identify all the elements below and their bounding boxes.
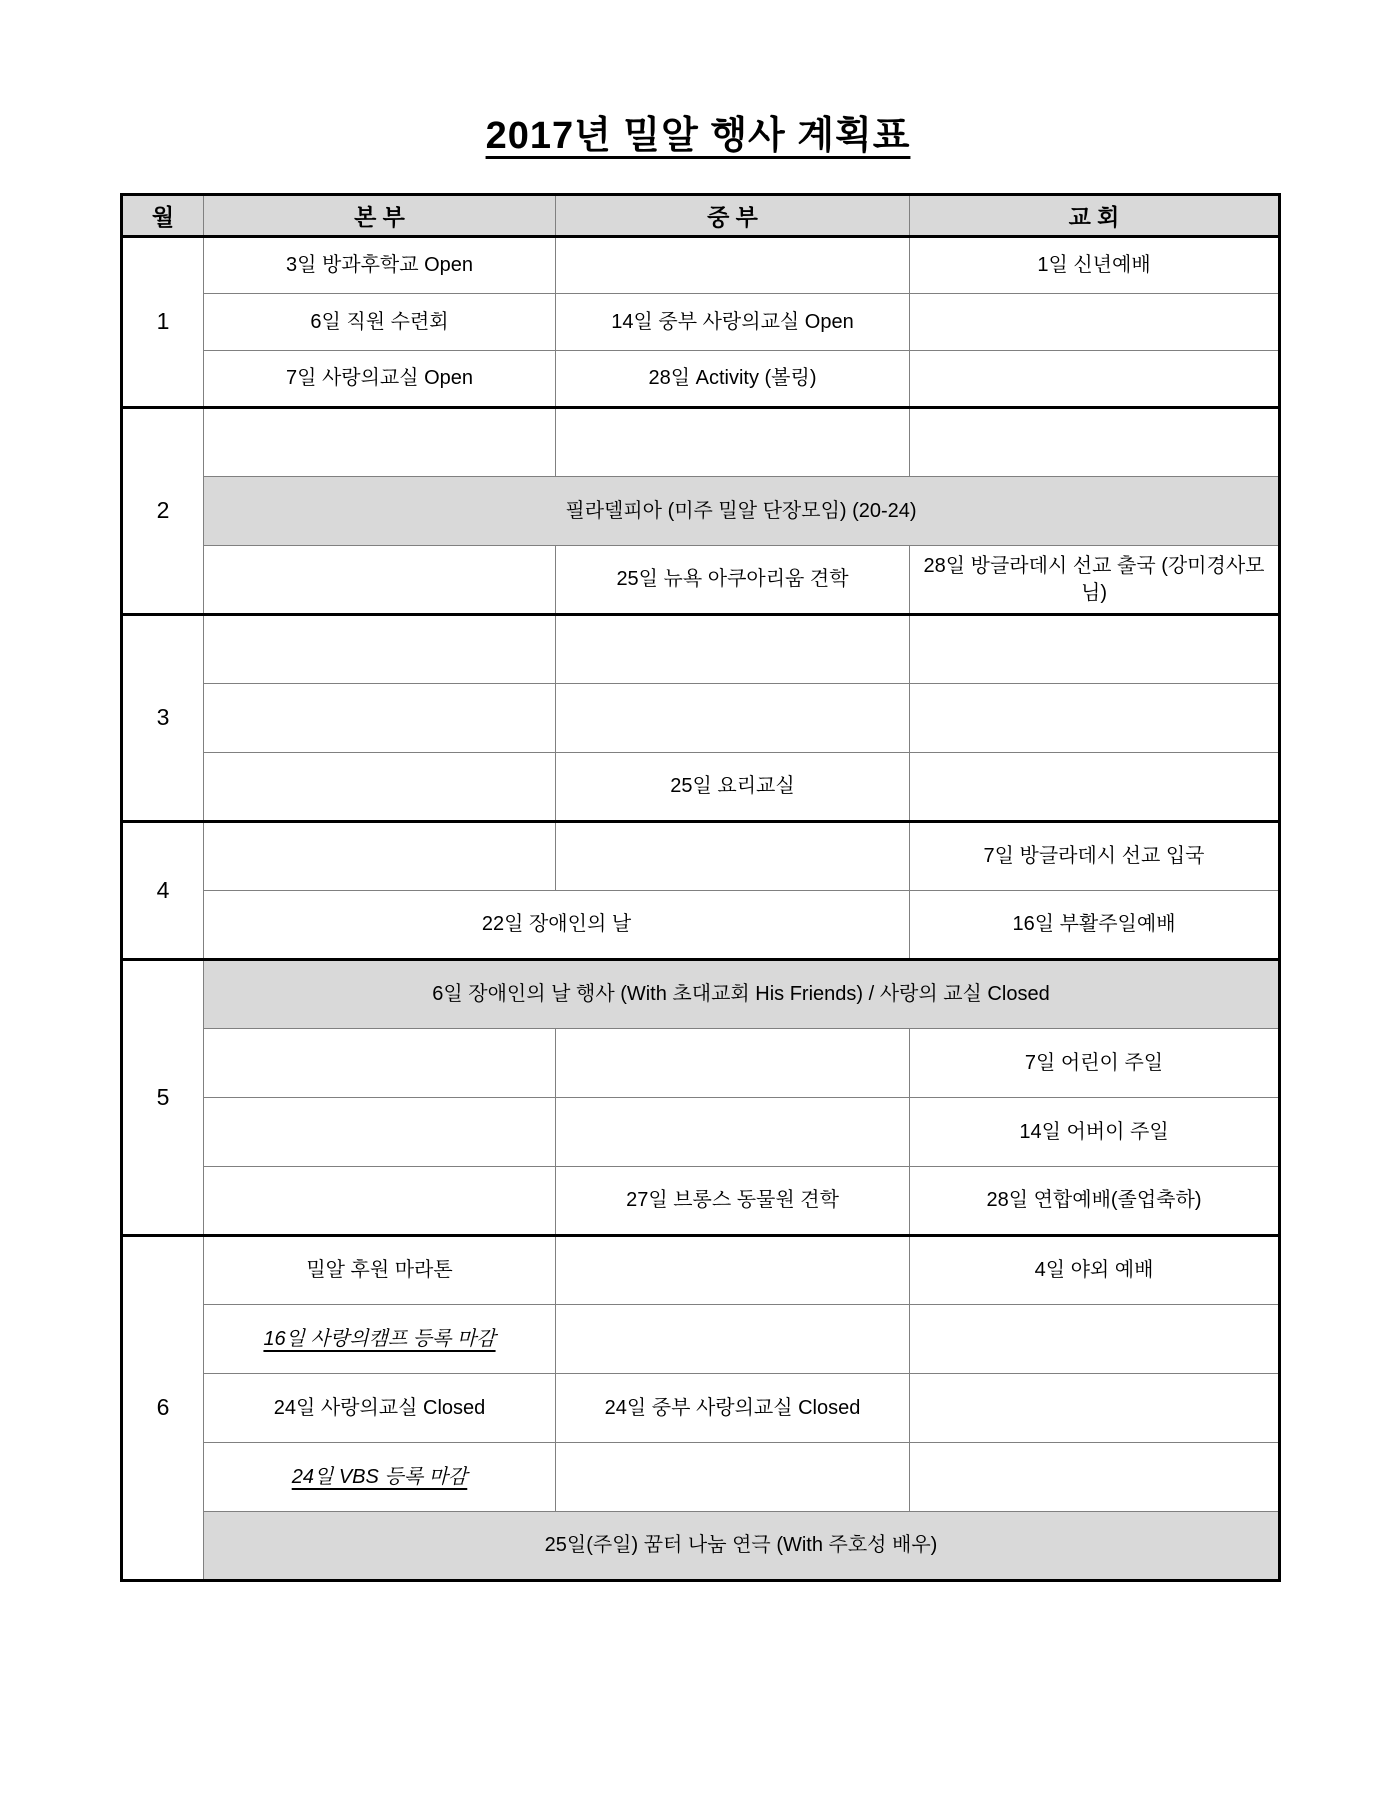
month-group-4 <box>122 822 1280 960</box>
empty-cell <box>204 1029 556 1098</box>
month-cell: 2 <box>122 408 204 615</box>
event-cell: 14일 어버이 주일 <box>910 1098 1280 1167</box>
header-cell-month: 월 <box>122 195 204 237</box>
empty-cell <box>556 684 910 753</box>
schedule-row <box>122 1236 1280 1305</box>
schedule-row <box>122 1512 1280 1581</box>
month-group-6 <box>122 1236 1280 1581</box>
event-cell <box>204 1305 556 1374</box>
month-group-3 <box>122 615 1280 822</box>
empty-cell <box>556 615 910 684</box>
page-title <box>0 0 1396 159</box>
empty-cell <box>204 684 556 753</box>
deadline-text: 24일 VBS 등록 마감 <box>291 1465 468 1488</box>
empty-cell <box>910 753 1280 822</box>
month-cell: 1 <box>122 237 204 408</box>
merged-event-cell: 22일 장애인의 날 <box>204 891 910 960</box>
page-title-text: 2017년 밀알 행사 계획표 <box>485 115 911 157</box>
empty-cell <box>910 1374 1280 1443</box>
empty-cell <box>556 237 910 294</box>
table-header <box>122 195 1280 237</box>
schedule-row <box>122 753 1280 822</box>
event-cell: 28일 Activity (볼링) <box>556 351 910 408</box>
event-cell: 3일 방과후학교 Open <box>204 237 556 294</box>
empty-cell <box>204 1098 556 1167</box>
schedule-row <box>122 546 1280 615</box>
empty-cell <box>910 1305 1280 1374</box>
empty-cell <box>910 1443 1280 1512</box>
event-cell: 25일 요리교실 <box>556 753 910 822</box>
month-cell: 3 <box>122 615 204 822</box>
deadline-text: 16일 사랑의캠프 등록 마감 <box>263 1327 496 1350</box>
merged-event-cell: 6일 장애인의 날 행사 (With 초대교회 His Friends) / 사랑의 교실 Closed <box>204 960 1280 1029</box>
empty-cell <box>556 1029 910 1098</box>
header-cell-bonbu: 본 부 <box>204 195 556 237</box>
event-cell: 28일 연합예배(졸업축하) <box>910 1167 1280 1236</box>
empty-cell <box>204 546 556 615</box>
event-cell: 28일 방글라데시 선교 출국 (강미경사모님) <box>910 546 1280 615</box>
merged-event-cell: 필라델피아 (미주 밀알 단장모임) (20-24) <box>204 477 1280 546</box>
schedule-row <box>122 1443 1280 1512</box>
empty-cell <box>910 294 1280 351</box>
event-cell: 7일 방글라데시 선교 입국 <box>910 822 1280 891</box>
event-cell: 6일 직원 수련회 <box>204 294 556 351</box>
empty-cell <box>204 615 556 684</box>
empty-cell <box>556 1098 910 1167</box>
schedule-row <box>122 477 1280 546</box>
empty-cell <box>204 408 556 477</box>
empty-cell <box>204 822 556 891</box>
month-group-2 <box>122 408 1280 615</box>
schedule-row <box>122 822 1280 891</box>
schedule-row <box>122 1305 1280 1374</box>
schedule-row <box>122 1029 1280 1098</box>
empty-cell <box>910 615 1280 684</box>
schedule-row <box>122 1098 1280 1167</box>
event-cell: 7일 어린이 주일 <box>910 1029 1280 1098</box>
event-cell: 1일 신년예배 <box>910 237 1280 294</box>
schedule-row <box>122 294 1280 351</box>
schedule-row <box>122 351 1280 408</box>
empty-cell <box>556 1305 910 1374</box>
schedule-table <box>120 193 1281 1582</box>
month-cell: 5 <box>122 960 204 1236</box>
schedule-row <box>122 960 1280 1029</box>
empty-cell <box>204 1167 556 1236</box>
schedule-row <box>122 684 1280 753</box>
schedule-row <box>122 1167 1280 1236</box>
empty-cell <box>910 351 1280 408</box>
month-group-5 <box>122 960 1280 1236</box>
schedule-row <box>122 891 1280 960</box>
empty-cell <box>556 1443 910 1512</box>
header-row <box>122 195 1280 237</box>
event-cell: 7일 사랑의교실 Open <box>204 351 556 408</box>
schedule-row <box>122 1374 1280 1443</box>
event-cell: 14일 중부 사랑의교실 Open <box>556 294 910 351</box>
schedule-row <box>122 237 1280 294</box>
month-cell: 4 <box>122 822 204 960</box>
event-cell: 4일 야외 예배 <box>910 1236 1280 1305</box>
event-cell <box>204 1443 556 1512</box>
event-cell: 16일 부활주일예배 <box>910 891 1280 960</box>
merged-event-cell: 25일(주일) 꿈터 나눔 연극 (With 주호성 배우) <box>204 1512 1280 1581</box>
header-cell-gyohoe: 교 회 <box>910 195 1280 237</box>
event-cell: 24일 중부 사랑의교실 Closed <box>556 1374 910 1443</box>
month-group-1 <box>122 237 1280 408</box>
empty-cell <box>556 1236 910 1305</box>
month-cell: 6 <box>122 1236 204 1581</box>
empty-cell <box>556 408 910 477</box>
event-cell: 27일 브롱스 동물원 견학 <box>556 1167 910 1236</box>
schedule-row <box>122 408 1280 477</box>
empty-cell <box>556 822 910 891</box>
empty-cell <box>204 753 556 822</box>
header-cell-jungbu: 중 부 <box>556 195 910 237</box>
empty-cell <box>910 684 1280 753</box>
event-cell: 25일 뉴욕 아쿠아리움 견학 <box>556 546 910 615</box>
event-cell: 24일 사랑의교실 Closed <box>204 1374 556 1443</box>
event-cell: 밀알 후원 마라톤 <box>204 1236 556 1305</box>
schedule-row <box>122 615 1280 684</box>
empty-cell <box>910 408 1280 477</box>
